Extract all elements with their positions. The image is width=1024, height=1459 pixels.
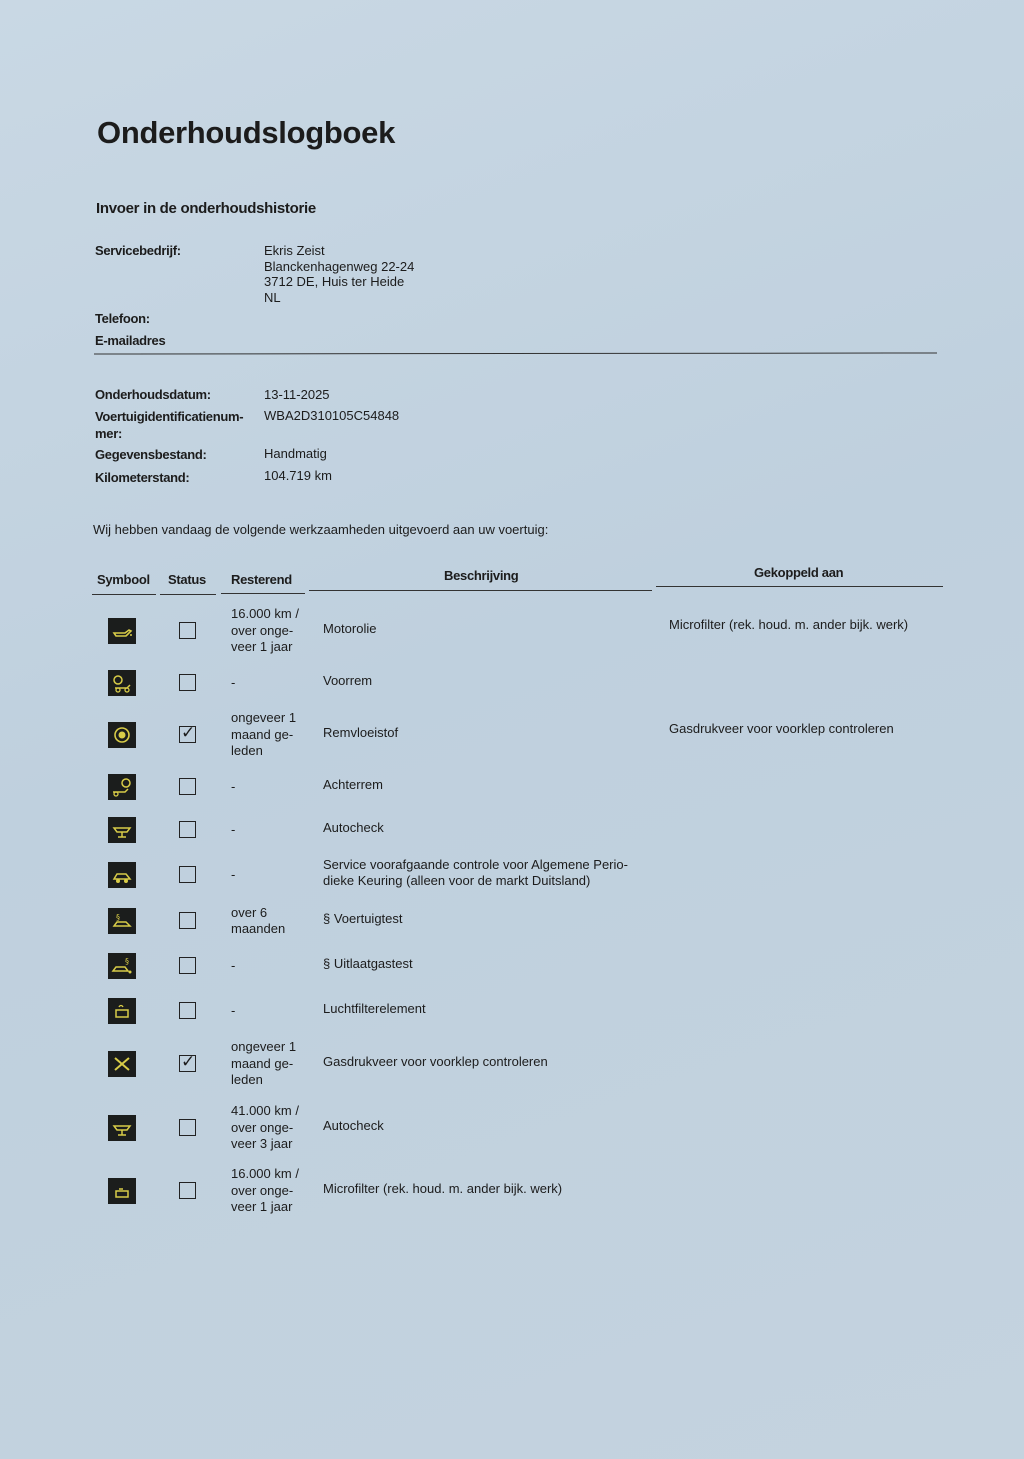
description-line: Microfilter (rek. houd. m. ander bijk. werk)	[323, 1180, 563, 1196]
description-cell	[323, 857, 653, 890]
checkmark-icon: ✓	[181, 1052, 196, 1071]
remaining-line: -	[231, 778, 236, 794]
remaining-line: 16.000 km /	[231, 1166, 299, 1182]
phone-label: Telefoon:	[95, 311, 150, 326]
header-rule-symbol	[92, 594, 156, 595]
brake-fluid-icon	[108, 722, 136, 748]
description-line: Gasdrukveer voor voorklep controleren	[323, 1053, 548, 1069]
remaining-line: maanden	[231, 921, 286, 936]
remaining-line: 16.000 km /	[231, 606, 299, 622]
remaining-line: maand ge-	[231, 726, 294, 742]
vehicle-check-icon	[108, 817, 136, 843]
company-address	[264, 243, 414, 305]
status-checkbox[interactable]	[179, 1052, 196, 1072]
remaining-line: -	[231, 821, 236, 837]
tools-icon	[108, 1051, 136, 1077]
description-line: Achterrem	[323, 776, 383, 792]
vehicle-test-icon	[108, 908, 136, 934]
description-line: Remvloeistof	[323, 724, 399, 740]
column-header-linked: Gekoppeld aan	[754, 565, 844, 580]
column-header-remaining: Resterend	[231, 572, 292, 587]
remaining-line: over 6	[231, 904, 268, 920]
column-header-symbol: Symbool	[97, 572, 150, 587]
status-checkbox[interactable]	[179, 778, 196, 795]
section-subtitle: Invoer in de onderhoudshistorie	[96, 200, 316, 217]
header-rule-status	[160, 594, 216, 595]
linked-cell: Gasdrukveer voor voorklep controleren	[669, 721, 894, 736]
remaining-line: over onge-	[231, 622, 294, 638]
checkmark-icon: ✓	[181, 723, 196, 742]
description-line: Voorrem	[323, 672, 373, 688]
remaining-line: leden	[231, 1072, 263, 1088]
page-title: Onderhoudslogboek	[97, 115, 396, 150]
remaining-cell	[231, 779, 311, 796]
air-filter-icon	[108, 998, 136, 1024]
mileage-value: 104.719 km	[264, 468, 332, 483]
vin-label-line1: Voertuigidentificatienum-	[95, 409, 244, 424]
remaining-cell	[231, 958, 311, 975]
description-cell	[323, 820, 653, 837]
remaining-line: over onge-	[231, 1119, 294, 1135]
svg-text:§: §	[125, 957, 129, 966]
data-source-label: Gegevensbestand:	[95, 447, 207, 462]
remaining-cell	[231, 1103, 311, 1153]
data-source-value: Handmatig	[264, 446, 327, 461]
vehicle-check-icon	[108, 1115, 136, 1141]
description-line: Service voorafgaande controle voor Algemene Perio-	[323, 856, 628, 872]
description-cell	[323, 673, 653, 690]
email-label: E-mailadres	[95, 333, 166, 348]
remaining-cell	[231, 606, 311, 656]
description-cell	[323, 911, 653, 928]
status-checkbox[interactable]	[179, 1182, 196, 1199]
remaining-line: veer 1 jaar	[231, 1199, 293, 1215]
status-checkbox[interactable]	[179, 1119, 196, 1136]
description-cell	[323, 1118, 653, 1135]
description-line: dieke Keuring (alleen voor de markt Duitsland)	[323, 873, 591, 888]
description-line: Autocheck	[323, 1117, 384, 1133]
remaining-line: leden	[231, 743, 263, 759]
status-checkbox[interactable]	[179, 912, 196, 929]
description-cell	[323, 621, 653, 638]
company-country: NL	[264, 289, 281, 305]
vin-label-line2: mer:	[95, 426, 122, 441]
description-cell	[323, 777, 653, 794]
microfilter-icon	[108, 1178, 136, 1204]
remaining-line: ongeveer 1	[231, 710, 297, 726]
rear-brake-icon	[108, 774, 136, 800]
remaining-line: ongeveer 1	[231, 1039, 297, 1055]
inspection-car-icon	[108, 862, 136, 888]
company-city: 3712 DE, Huis ter Heide	[264, 274, 405, 289]
remaining-cell	[231, 822, 311, 839]
remaining-cell	[231, 1166, 311, 1216]
remaining-cell	[231, 710, 311, 760]
description-cell	[323, 1054, 653, 1071]
company-label: Servicebedrijf:	[95, 243, 181, 258]
remaining-line: -	[231, 866, 236, 882]
description-cell	[323, 1001, 653, 1018]
status-checkbox[interactable]	[179, 622, 196, 639]
remaining-line: -	[231, 957, 236, 973]
description-line: Luchtfilterelement	[323, 1000, 426, 1016]
description-line: § Uitlaatgastest	[323, 955, 413, 971]
mileage-label: Kilometerstand:	[95, 470, 190, 485]
remaining-cell	[231, 675, 311, 692]
remaining-cell	[231, 1003, 311, 1020]
status-checkbox[interactable]	[179, 821, 196, 838]
company-street: Blanckenhagenweg 22-24	[264, 258, 415, 274]
description-line: § Voertuigtest	[323, 910, 403, 926]
exhaust-test-icon	[108, 953, 136, 979]
svg-text:§: §	[116, 913, 120, 922]
remaining-line: -	[231, 1002, 236, 1018]
status-checkbox[interactable]	[179, 1002, 196, 1019]
description-cell	[323, 1181, 653, 1198]
remaining-line: over onge-	[231, 1182, 294, 1198]
remaining-line: maand ge-	[231, 1055, 294, 1071]
divider	[94, 352, 937, 354]
status-checkbox[interactable]	[179, 723, 196, 743]
status-checkbox[interactable]	[179, 957, 196, 974]
header-rule-linked	[656, 586, 943, 587]
column-header-description: Beschrijving	[444, 568, 519, 583]
status-checkbox[interactable]	[179, 674, 196, 691]
description-cell	[323, 956, 653, 973]
company-name: Ekris Zeist	[264, 243, 325, 258]
service-date-label: Onderhoudsdatum:	[95, 387, 211, 402]
remaining-cell	[231, 867, 311, 884]
header-rule-description	[309, 590, 652, 591]
column-header-status: Status	[168, 572, 206, 587]
status-checkbox[interactable]	[179, 866, 196, 883]
front-brake-icon	[108, 670, 136, 696]
description-line: Motorolie	[323, 620, 377, 636]
vin-value: WBA2D310105C54848	[264, 408, 400, 423]
remaining-line: veer 1 jaar	[231, 639, 293, 655]
remaining-cell	[231, 1039, 311, 1089]
description-cell	[323, 725, 653, 742]
remaining-line: -	[231, 674, 236, 690]
description-line: Autocheck	[323, 819, 384, 835]
header-rule-remaining	[221, 593, 305, 594]
oil-can-icon	[108, 618, 136, 644]
intro-text: Wij hebben vandaag de volgende werkzaamheden uitgevoerd aan uw voertuig:	[93, 522, 549, 537]
remaining-cell	[231, 905, 311, 938]
service-date-value: 13-11-2025	[264, 387, 330, 402]
linked-cell: Microfilter (rek. houd. m. ander bijk. werk)	[669, 617, 909, 632]
remaining-line: 41.000 km /	[231, 1103, 299, 1119]
remaining-line: veer 3 jaar	[231, 1136, 293, 1152]
